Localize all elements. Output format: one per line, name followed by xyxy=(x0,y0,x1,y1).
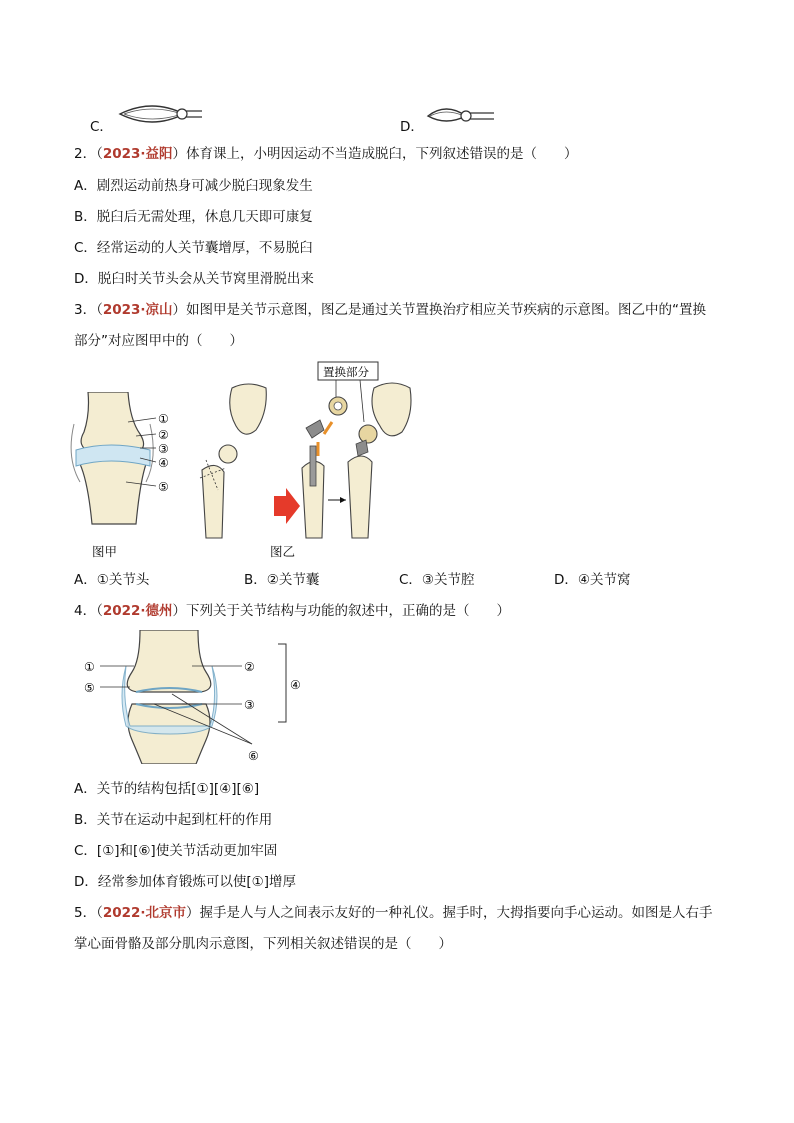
figure-label-2: ② xyxy=(244,660,255,674)
figure-a-caption: 图甲 xyxy=(92,544,118,559)
question-4-stem: 4．（2022·德州）下列关于关节结构与功能的叙述中，正确的是（ ） xyxy=(74,603,511,619)
question-5-source: 2022·北京市 xyxy=(102,905,187,921)
question-4-option-a: A．关节的结构包括[①][④][⑥] xyxy=(74,781,260,797)
question-2-source: 2023·益阳 xyxy=(102,146,173,162)
figure-b-caption: 图乙 xyxy=(270,544,296,559)
question-3-option-c: C．③关节腔 xyxy=(399,572,475,588)
figure-a-knee-joint xyxy=(70,392,190,526)
question-2-option-a: A．剧烈运动前热身可减少脱臼现象发生 xyxy=(74,178,313,194)
question-5-stem-line1: 5．（2022·北京市）握手是人与人之间表示友好的一种礼仪。握手时，大拇指要向手心运动。如图是人右手 xyxy=(74,905,713,921)
question-2-stem: 2．（2023·益阳）体育课上，小明因运动不当造成脱臼，下列叙述错误的是（ ） xyxy=(74,146,578,162)
option-c-label: C． xyxy=(90,119,113,135)
question-4-source: 2022·德州 xyxy=(102,603,173,619)
figure-label-1: ① xyxy=(84,660,95,674)
figure-label-3: ③ xyxy=(244,698,255,712)
question-2-option-d: D．脱臼时关节头会从关节窝里滑脱出来 xyxy=(74,271,314,287)
question-3-stem-line1: 3．（2023·凉山）如图甲是关节示意图，图乙是通过关节置换治疗相应关节疾病的示意图。图乙中的“置换 xyxy=(74,302,707,318)
figure-label-5: ⑤ xyxy=(84,681,95,695)
question-5-stem-line2: 掌心面骨骼及部分肌肉示意图，下列相关叙述错误的是（ ） xyxy=(74,936,452,952)
option-c-figure xyxy=(112,100,204,128)
figure-a-label-1: ① xyxy=(158,412,169,426)
figure-label-6: ⑥ xyxy=(248,749,259,763)
question-3-stem-line2: 部分”对应图甲中的（ ） xyxy=(74,333,243,349)
orange-arrow-icon xyxy=(324,422,332,434)
question-3-option-b: B．②关节囊 xyxy=(244,572,320,588)
figure-a-label-3: ③ xyxy=(158,442,169,456)
figure-b-hip-replacement xyxy=(196,360,420,544)
figure-a-label-2: ② xyxy=(158,428,169,442)
red-arrow-icon xyxy=(274,488,300,524)
question-4-option-c: C．[①]和[⑥]使关节活动更加牢固 xyxy=(74,843,278,859)
figure-label-4: ④ xyxy=(290,678,301,692)
figure-joint-structure xyxy=(82,630,322,764)
figure-a-label-5: ⑤ xyxy=(158,480,169,494)
question-4-option-b: B．关节在运动中起到杠杆的作用 xyxy=(74,812,273,828)
question-3-option-a: A．①关节头 xyxy=(74,572,150,588)
replace-part-label: 置换部分 xyxy=(323,365,369,379)
question-3-source: 2023·凉山 xyxy=(102,302,173,318)
option-d-label: D． xyxy=(400,119,424,135)
question-4-option-d: D．经常参加体育锻炼可以使[①]增厚 xyxy=(74,874,297,890)
option-d-figure xyxy=(424,100,496,128)
figure-a-label-4: ④ xyxy=(158,456,169,470)
question-2-option-b: B．脱臼后无需处理，休息几天即可康复 xyxy=(74,209,313,225)
question-3-option-d: D．④关节窝 xyxy=(554,572,631,588)
question-2-option-c: C．经常运动的人关节囊增厚，不易脱臼 xyxy=(74,240,313,256)
